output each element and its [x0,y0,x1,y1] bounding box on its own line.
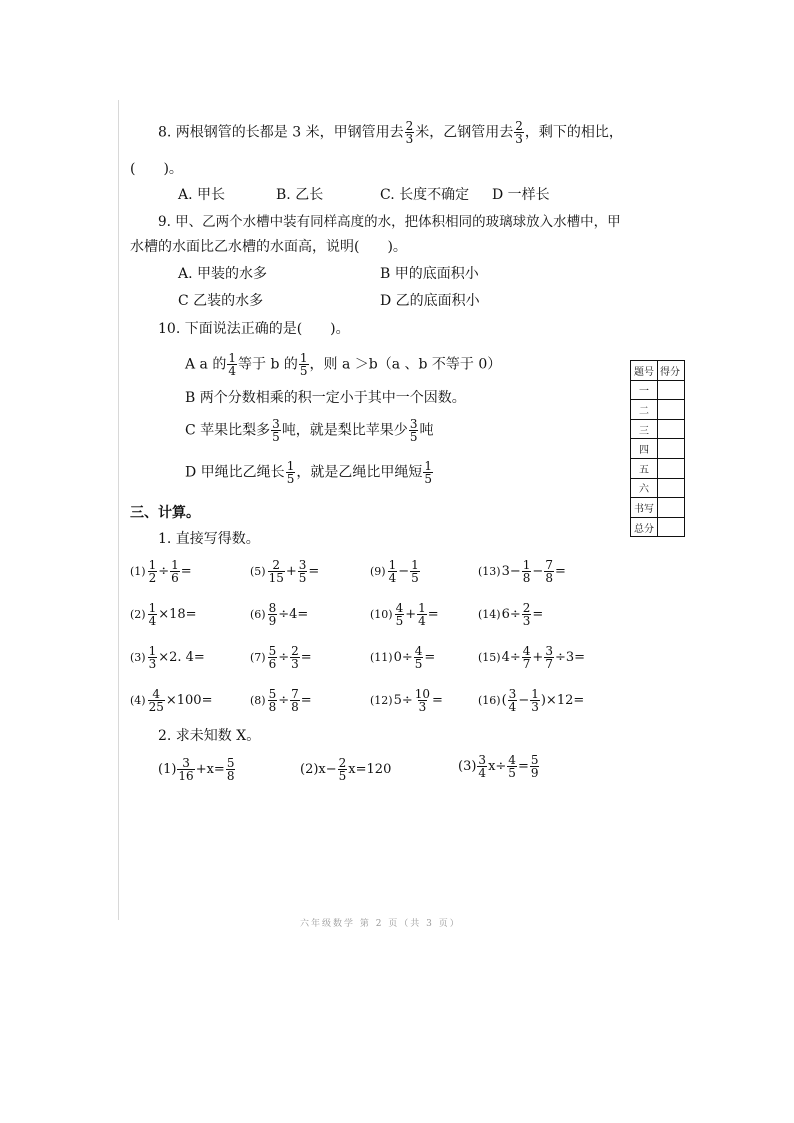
q10-option-d: D 甲绳比乙绳长 $\frac{1}{5}$ ，就是乙绳比甲绳短 $\frac{1}{5}$ [185,459,432,486]
calc-item-1: (1) $\frac{1}{2}$ ÷ $\frac{1}{6}$ = [130,558,192,585]
page-footer: 六年级数学 第 2 页（共 3 页） [300,919,461,929]
question-9-line1: 9. 甲、乙两个水槽中装有同样高度的水，把体积相同的玻璃球放入水槽中，甲 [158,214,621,230]
calc-item-8: (8) $\frac{5}{8}$ ÷ $\frac{7}{8}$ = [250,687,312,714]
score-cell[interactable] [658,458,685,478]
section-3-sub2: 2. 求未知数 X。 [158,728,261,744]
fraction: $\frac{3}{5}$ [409,417,418,444]
section-3-sub1: 1. 直接写得数。 [158,531,260,547]
calc-item-16: (16)( $\frac{3}{4}$ − $\frac{1}{3}$ )×12= [478,687,585,714]
score-row: 一 [631,380,685,400]
q8-option-c: C. 长度不确定 [380,187,470,203]
calc-item-14: (14)6÷ $\frac{2}{3}$ = [478,601,544,628]
calc-item-7: (7) $\frac{5}{6}$ ÷ $\frac{2}{3}$ = [250,644,312,671]
fraction: $\frac{1}{5}$ [299,351,308,378]
calc-item-2: (2) $\frac{1}{4}$ ×18= [130,601,197,628]
calc-item-11: (11)0÷ $\frac{4}{5}$ = [370,644,436,671]
calc-item-12: (12)5÷ $\frac{10}{3}$ = [370,687,443,714]
calc-item-4: (4) $\frac{4}{25}$ ×100= [130,687,213,714]
equation-3: (3) $\frac{3}{4}$ x÷ $\frac{4}{5}$ = $\frac{5}{9}$ [458,753,539,780]
score-cell[interactable] [658,380,685,400]
score-header-score: 得分 [658,361,685,381]
score-row: 六 [631,478,685,498]
score-row: 四 [631,439,685,459]
score-row: 总分 [631,517,685,537]
calc-item-9: (9) $\frac{1}{4}$ − $\frac{1}{5}$ [370,558,419,585]
fraction: $\frac{1}{5}$ [424,459,432,486]
fraction: $\frac{1}{4}$ [228,351,236,378]
fraction: $\frac{2}{3}$ [405,119,414,146]
q9-option-b: B 甲的底面积小 [380,266,479,282]
score-cell[interactable] [658,439,685,459]
score-cell[interactable] [658,400,685,420]
q9-option-d: D 乙的底面积小 [380,293,480,309]
fraction: $\frac{1}{5}$ [286,459,295,486]
score-row: 二 [631,400,685,420]
score-cell[interactable] [658,419,685,439]
calc-item-3: (3) $\frac{1}{3}$ ×2. 4= [130,644,205,671]
score-row: 五 [631,458,685,478]
calc-item-13: (13)3− $\frac{1}{8}$ − $\frac{7}{8}$ = [478,558,566,585]
q10-option-b: B 两个分数相乘的积一定小于其中一个因数。 [185,390,466,406]
q10-option-a: A a 的 $\frac{1}{4}$ 等于 b 的 $\frac{1}{5}$ ，则 a ＞b（a 、b 不等于 0） [185,351,502,378]
score-cell[interactable] [658,478,685,498]
question-8-blank: ( )。 [130,161,183,177]
q9-option-c: C 乙装的水多 [178,293,264,309]
question-8-line1: 8. 两根钢管的长都是 3 米，甲钢管用去 $\frac{2}{3}$ 米，乙钢管用去 $\frac{2}{3}$ ，剩下的相比， [158,119,623,146]
score-row: 书写 [631,498,685,518]
calc-item-6: (6) $\frac{8}{9}$ ÷4= [250,601,309,628]
score-cell[interactable] [658,517,685,537]
q8-option-b: B. 乙长 [276,187,324,203]
q8-option-d: D 一样长 [492,187,550,203]
score-table-header [631,361,685,381]
score-header-item: 题号 [631,361,658,381]
score-row: 三 [631,419,685,439]
score-table [630,360,685,537]
equation-2: (2)x− $\frac{2}{5}$ x=120 [300,756,392,783]
q9-option-a: A. 甲装的水多 [178,266,268,282]
fraction: $\frac{3}{5}$ [272,417,280,444]
fraction: $\frac{2}{3}$ [515,119,523,146]
calc-item-5: (5) $\frac{2}{15}$ + $\frac{3}{5}$ = [250,558,320,585]
question-9-line2: 水槽的水面比乙水槽的水面高，说明( )。 [130,239,407,255]
q10-option-c: C 苹果比梨多 $\frac{3}{5}$ 吨，就是梨比苹果少 $\frac{3}{5}$ 吨 [185,417,434,444]
calc-item-15: (15)4÷ $\frac{4}{7}$ + $\frac{3}{7}$ ÷3= [478,644,586,671]
q8-option-a: A. 甲长 [178,187,226,203]
score-cell[interactable] [658,498,685,518]
section-3-title: 三、计算。 [130,505,200,521]
equation-1: (1) $\frac{3}{16}$ +x= $\frac{5}{8}$ [158,756,235,783]
page-edge-line [118,100,119,920]
calc-item-10: (10) $\frac{4}{5}$ + $\frac{1}{4}$ = [370,601,439,628]
question-10-stem: 10. 下面说法正确的是( )。 [158,321,350,337]
